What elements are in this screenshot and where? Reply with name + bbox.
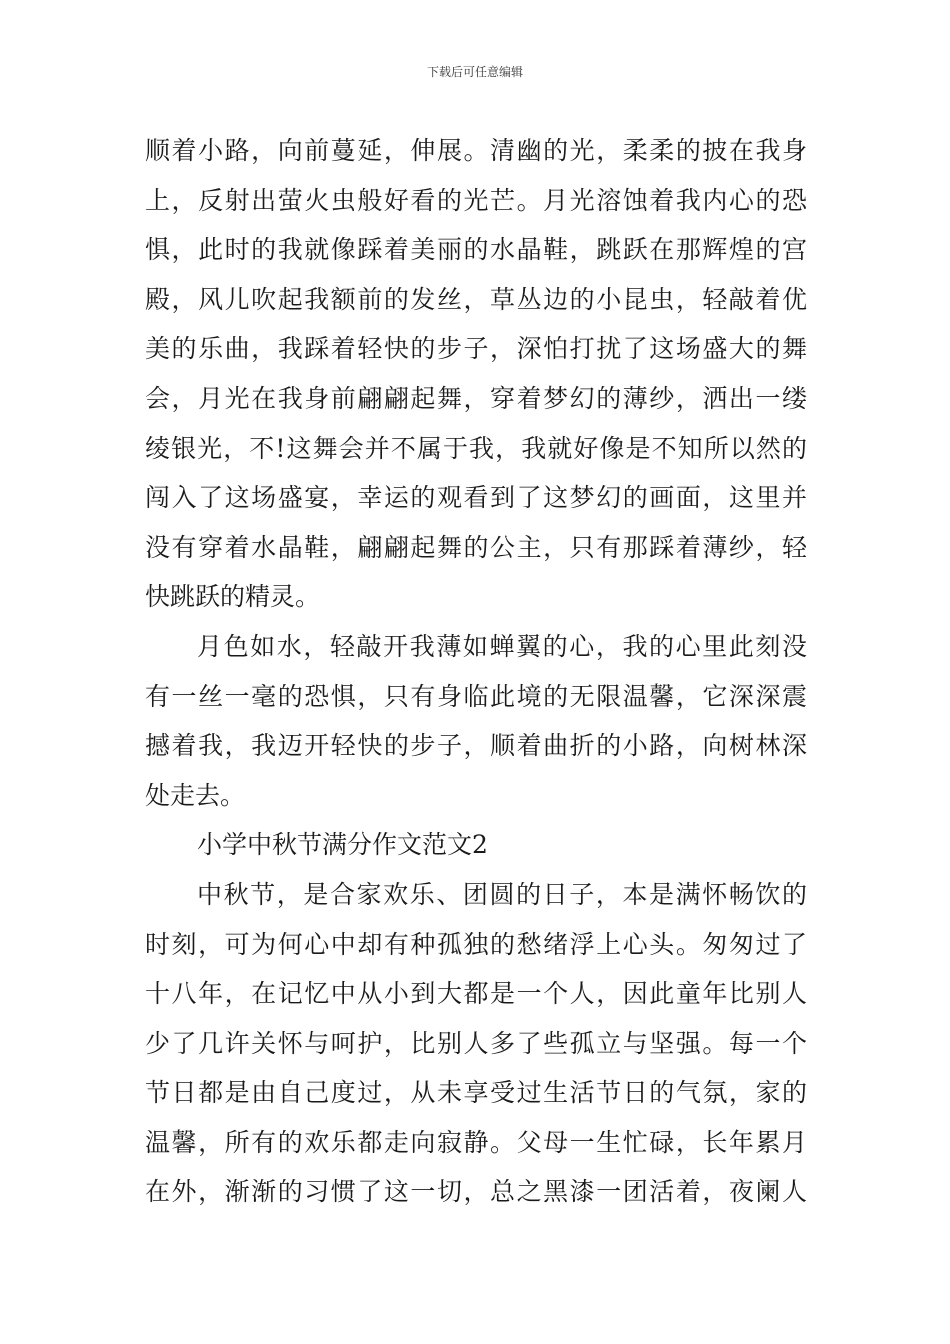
text-line: 月色如水，轻敲开我薄如蝉翼的心，我的心里此刻没: [197, 631, 807, 661]
paragraph: [145, 126, 807, 622]
text-line: 会，月光在我身前翩翩起舞，穿着梦幻的薄纱，洒出一缕: [145, 383, 807, 413]
paragraph: [145, 622, 807, 820]
text-line: 时刻，可为何心中却有种孤独的愁绪浮上心头。匆匆过了: [145, 929, 807, 959]
text-line: 十八年，在记忆中从小到大都是一个人，因此童年比别人: [145, 979, 807, 1009]
text-line: 顺着小路，向前蔓延，伸展。清幽的光，柔柔的披在我身: [145, 136, 807, 165]
section-title: 小学中秋节满分作文范文2: [197, 830, 488, 860]
text-line: 闯入了这场盛宴，幸运的观看到了这梦幻的画面，这里并: [145, 483, 807, 513]
text-line: 处走去。: [145, 780, 246, 810]
text-line: 撼着我，我迈开轻快的步子，顺着曲折的小路，向树林深: [145, 731, 807, 761]
text-line: 绫银光，不!这舞会并不属于我，我就好像是不知所以然的: [145, 433, 807, 463]
paragraph: [145, 870, 807, 1217]
document-body: [145, 126, 807, 1217]
text-line: 快跳跃的精灵。: [145, 582, 321, 612]
text-line: 没有穿着水晶鞋，翩翩起舞的公主，只有那踩着薄纱，轻: [145, 532, 807, 562]
text-line: 上，反射出萤火虫般好看的光芒。月光溶蚀着我内心的恐: [145, 185, 807, 215]
text-line: 殿，风儿吹起我额前的发丝，草丛边的小昆虫，轻敲着优: [145, 284, 807, 314]
text-line: 中秋节，是合家欢乐、团圆的日子，本是满怀畅饮的: [197, 879, 807, 909]
section-heading: [145, 820, 807, 870]
text-line: 有一丝一毫的恐惧，只有身临此境的无限温馨，它深深震: [145, 681, 807, 711]
text-line: 美的乐曲，我踩着轻快的步子，深怕打扰了这场盛大的舞: [145, 334, 807, 364]
text-line: 节日都是由自己度过，从未享受过生活节日的气氛，家的: [145, 1078, 807, 1108]
page-header-note: 下载后可任意编辑: [426, 65, 523, 79]
text-line: 温馨，所有的欢乐都走向寂静。父母一生忙碌，长年累月: [145, 1127, 807, 1157]
text-line: 在外，渐渐的习惯了这一切，总之黑漆一团活着，夜阑人: [145, 1177, 807, 1207]
text-line: 惧，此时的我就像踩着美丽的水晶鞋，跳跃在那辉煌的宫: [145, 235, 807, 265]
text-line: 少了几许关怀与呵护，比别人多了些孤立与坚强。每一个: [145, 1028, 807, 1058]
